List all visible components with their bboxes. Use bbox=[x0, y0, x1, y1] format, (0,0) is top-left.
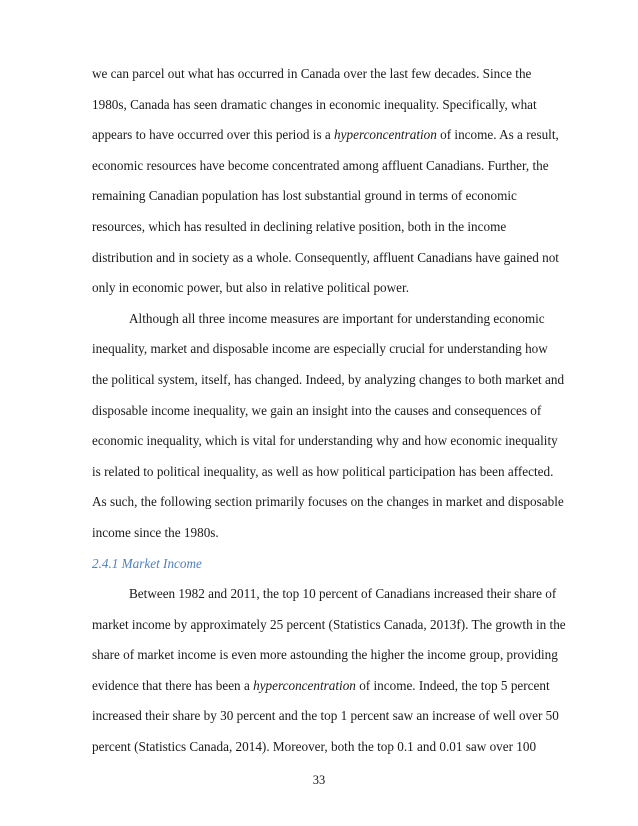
emphasis-term: hyperconcentration bbox=[334, 127, 437, 143]
emphasis-term: hyperconcentration bbox=[253, 677, 356, 693]
text-line: inequality, market and disposable income are especially crucial for understanding how bbox=[92, 341, 548, 357]
text-line: resources, which has resulted in declining relative position, both in the income bbox=[92, 218, 507, 234]
text-line: market income by approximately 25 percent (Statistics Canada, 2013f). The growth in the bbox=[92, 616, 566, 632]
paragraph bbox=[92, 64, 559, 309]
paragraph bbox=[92, 309, 565, 554]
paragraph bbox=[92, 584, 566, 768]
text-line: Between 1982 and 2011, the top 10 percent of Canadians increased their share of bbox=[129, 586, 557, 602]
text-segment: appears to have occurred over this period is a bbox=[92, 127, 335, 143]
text-line: share of market income is even more astounding the higher the income group, providing bbox=[92, 647, 558, 663]
text-line: increased their share by 30 percent and the top 1 percent saw an increase of well over 50 bbox=[92, 708, 559, 724]
text-line bbox=[92, 676, 550, 707]
text-segment: evidence that there has been a bbox=[92, 677, 254, 693]
page-number: 33 bbox=[312, 773, 326, 787]
text-line: 1980s, Canada has seen dramatic changes in economic inequality. Specifically, what bbox=[92, 96, 537, 112]
text-line: As such, the following section primarily focuses on the changes in market and disposable bbox=[92, 494, 564, 510]
text-segment: of income. As a result, bbox=[436, 127, 559, 143]
text-line: is related to political inequality, as well as how political participation has been affected. bbox=[92, 463, 554, 479]
text-line: Although all three income measures are important for understanding economic bbox=[129, 310, 545, 326]
text-segment: of income. Indeed, the top 5 percent bbox=[355, 677, 550, 693]
text-line: the political system, itself, has changed. Indeed, by analyzing changes to both market and bbox=[92, 371, 565, 387]
body-text bbox=[92, 64, 566, 768]
text-line: we can parcel out what has occurred in Canada over the last few decades. Since the bbox=[92, 66, 532, 81]
text-line: percent (Statistics Canada, 2014). Moreover, both the top 0.1 and 0.01 saw over 100 bbox=[92, 739, 537, 755]
text-line: economic inequality, which is vital for understanding why and how economic inequality bbox=[92, 433, 558, 449]
text-line bbox=[92, 125, 559, 156]
text-line: disposable income inequality, we gain an insight into the causes and consequences of bbox=[92, 402, 542, 418]
section-heading: 2.4.1 Market Income bbox=[92, 555, 202, 571]
text-line: economic resources have become concentrated among affluent Canadians. Further, the bbox=[92, 157, 549, 173]
text-line: remaining Canadian population has lost substantial ground in terms of economic bbox=[92, 188, 517, 204]
text-line: only in economic power, but also in relative political power. bbox=[92, 280, 409, 296]
text-line: distribution and in society as a whole. Consequently, affluent Canadians have gained not bbox=[92, 249, 559, 265]
text-line: income since the 1980s. bbox=[92, 524, 219, 540]
